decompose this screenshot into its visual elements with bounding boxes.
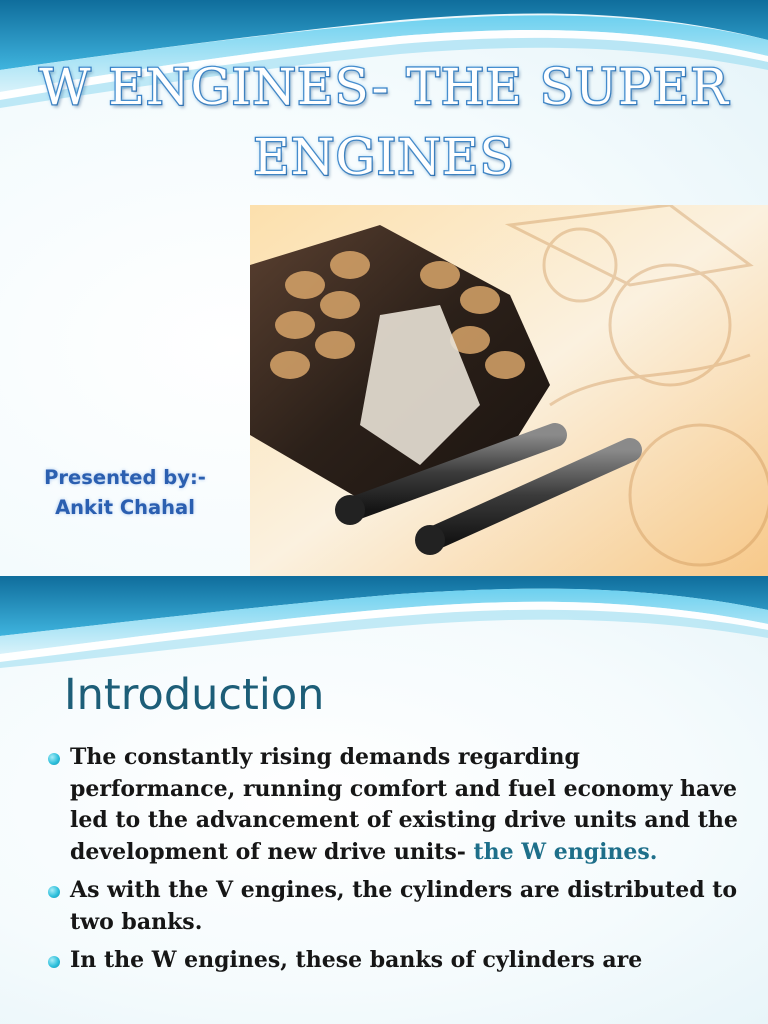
bullet-text: The constantly rising demands regarding performance, running comfort and fuel economy have led to the advancement of existing drive units and the development of new drive units-: [70, 744, 738, 865]
slide-heading: Introduction: [64, 670, 325, 720]
bullet-highlight-text: the W engines.: [473, 838, 658, 865]
bullet-item: [48, 742, 748, 868]
presenter-name: Ankit Chahal: [55, 496, 195, 519]
bullet-item: [48, 875, 748, 938]
bullet-item: [48, 945, 748, 977]
bullet-text: As with the V engines, the cylinders are distributed to two banks.: [70, 877, 738, 935]
bullet-icon: [48, 886, 60, 898]
bullet-icon: [48, 753, 60, 765]
header-wave-decoration: [0, 576, 768, 668]
slide-title-line-1: W ENGINES- THE SUPER: [39, 58, 729, 116]
slide-title-line-2: ENGINES: [253, 128, 515, 186]
bullet-text: In the W engines, these banks of cylinders are: [70, 947, 643, 973]
presented-by-label: Presented by:-: [44, 466, 206, 489]
bullet-list: [48, 742, 748, 984]
engine-block-camshaft-image: [250, 205, 768, 576]
bullet-icon: [48, 956, 60, 968]
